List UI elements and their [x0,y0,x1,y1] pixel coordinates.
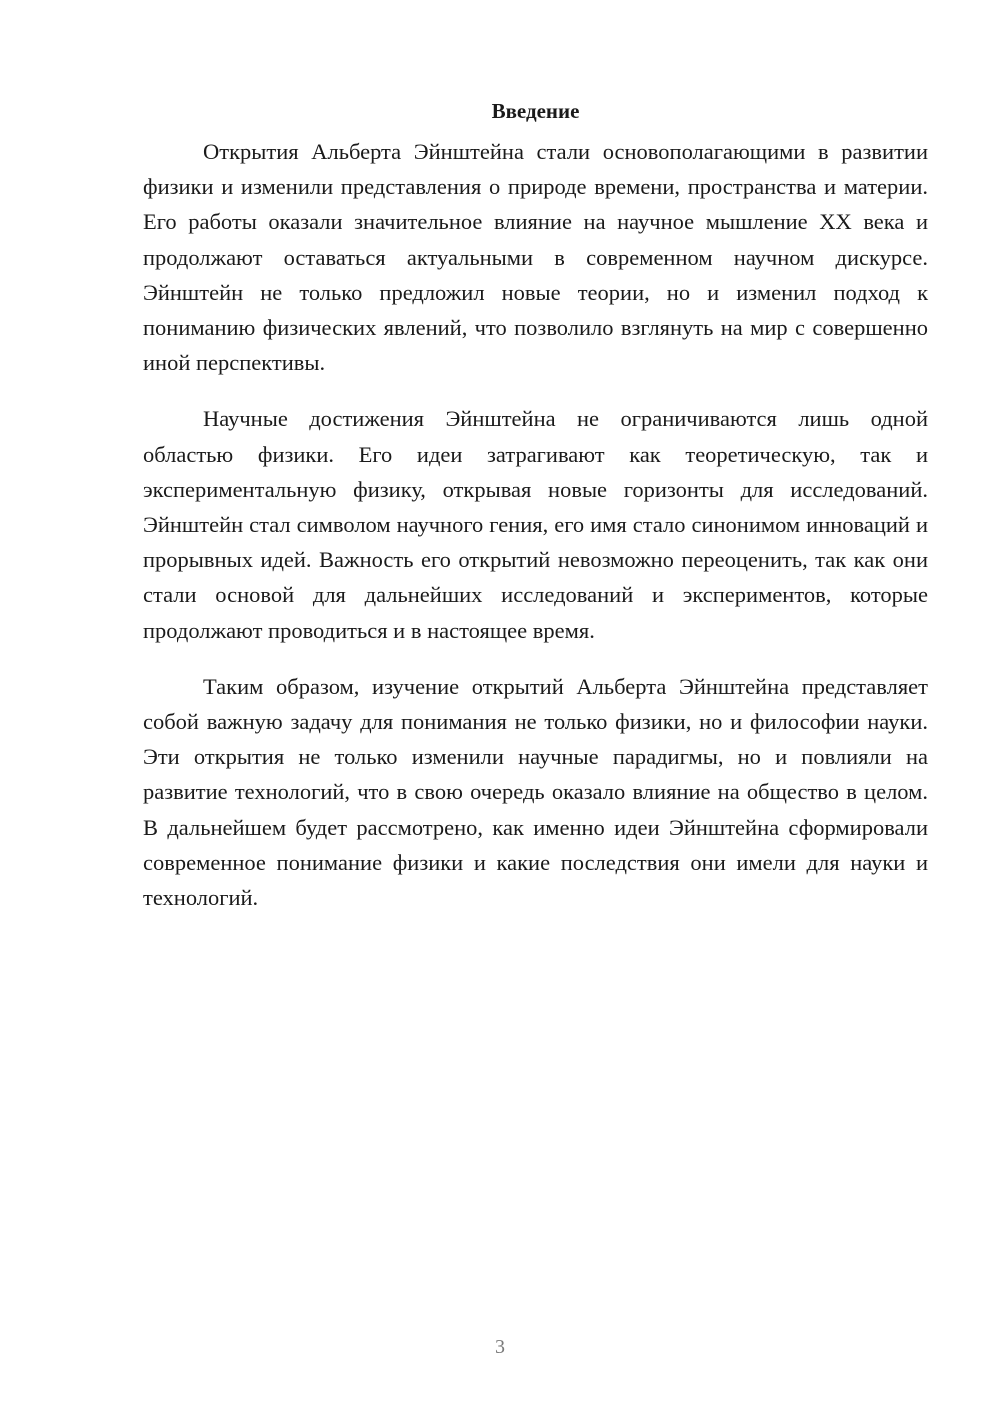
paragraph-3: Таким образом, изучение открытий Альберта Эйнштейна представляет собой важную задачу для понимания не только физики, но и философии науки. Эти открытия не только изменили научные парадигмы, но и повлияли на развитие технологий, что в свою очередь оказало влияние на общество в целом. В дальнейшем будет рассмотрено, как именно идеи Эйнштейна сформировали современное понимание физики и какие последствия они имели для науки и технологий. [143,673,928,911]
paragraph-2: Научные достижения Эйнштейна не ограничиваются лишь одной областью физики. Его идеи затрагивают как теоретическую, так и экспериментальную физику, открывая новые горизонты для исследований. Эйнштейн стал символом научного гения, его имя стало синонимом инноваций и прорывных идей. Важность его открытий невозможно переоценить, так как они стали основой для дальнейших исследований и экспериментов, которые продолжают проводиться и в настоящее время. [143,406,928,643]
page-number: 3 [495,1336,505,1358]
page-content [143,96,928,936]
section-title: Введение [491,99,580,123]
paragraph-1: Открытия Альберта Эйнштейна стали основополагающими в развитии физики и изменили представления о природе времени, пространства и материи. Его работы оказали значительное влияние на научное мышление XX века и продолжают оставаться актуальными в современном научном дискурсе. Эйнштейн не только предложил новые теории, но и изменил подход к пониманию физических явлений, что позволило взглянуть на мир с совершенно иной перспективы. [143,139,928,376]
